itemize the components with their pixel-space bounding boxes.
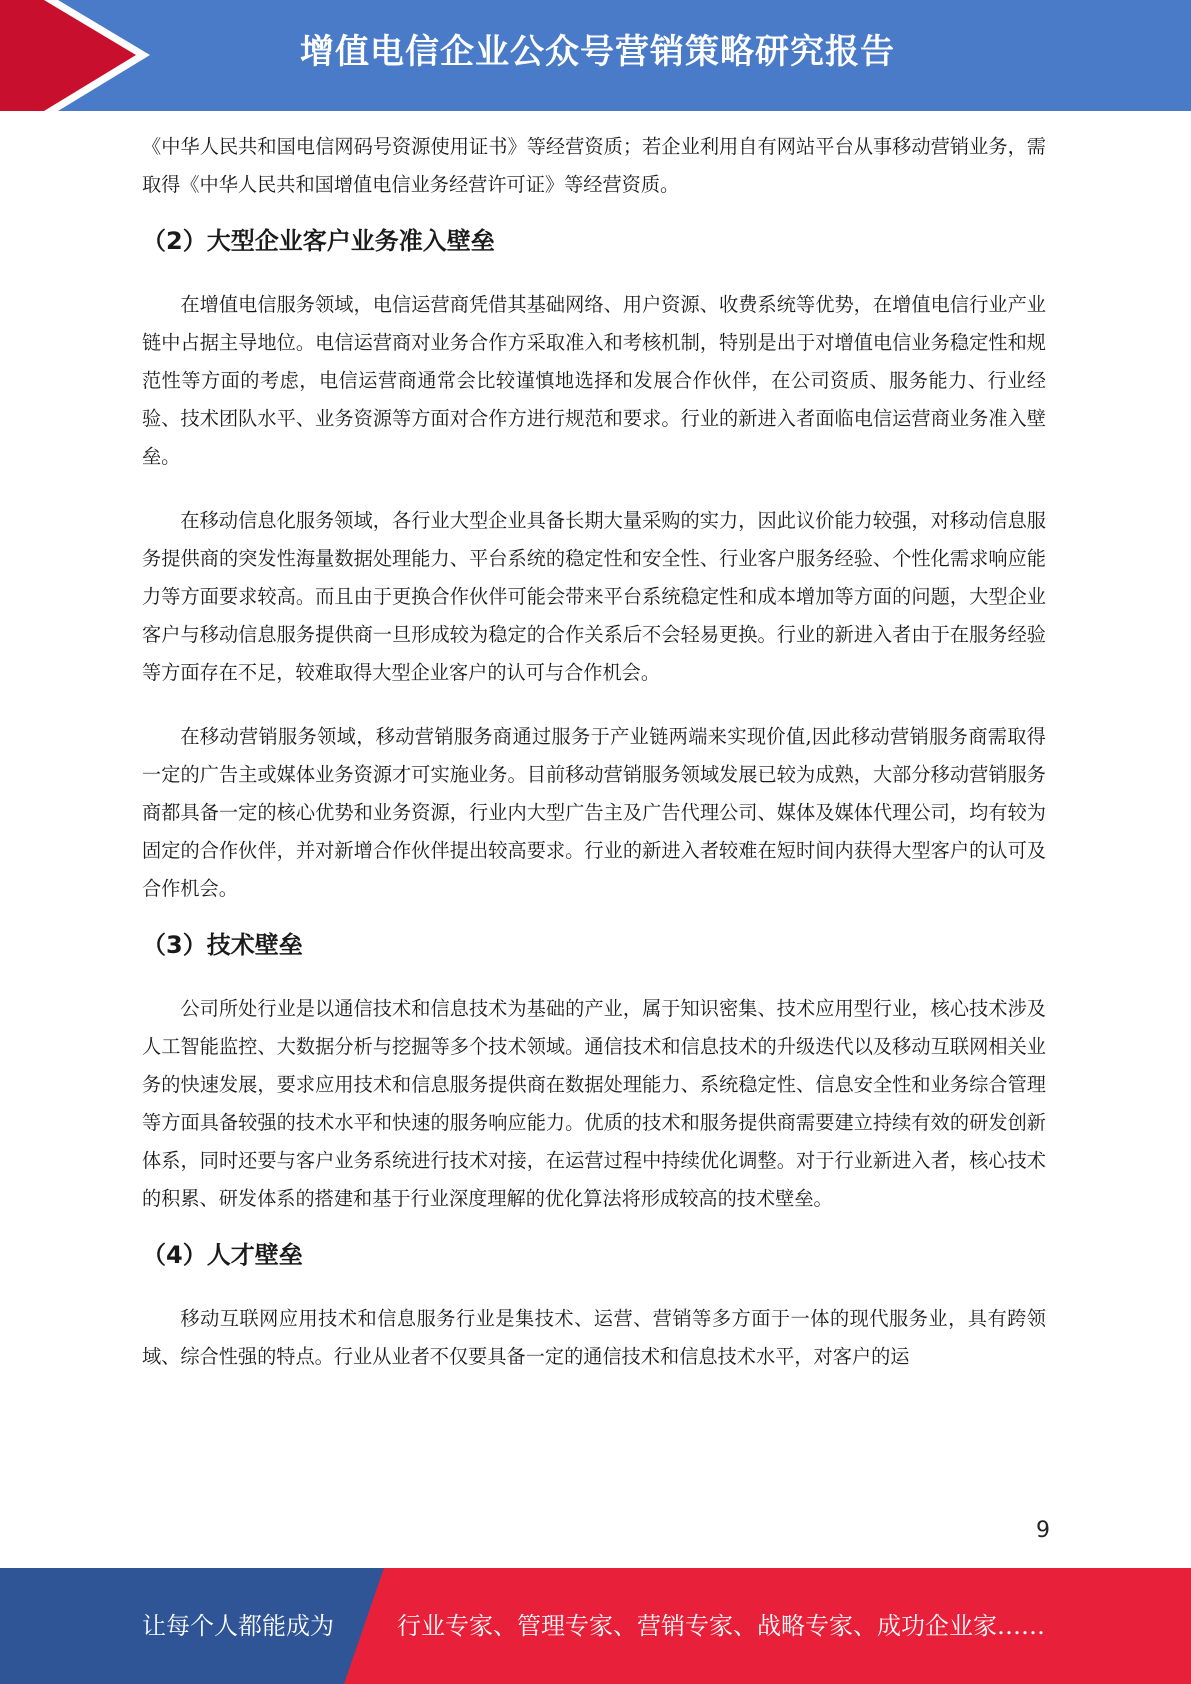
paragraph: 移动互联网应用技术和信息服务行业是集技术、运营、营销等多方面于一体的现代服务业，具有跨领域、综合性强的特点。行业从业者不仅要具备一定的通信技术和信息技术水平，对客户的运 — [142, 1307, 1046, 1368]
paragraph: 公司所处行业是以通信技术和信息技术为基础的产业，属于知识密集、技术应用型行业，核心技术涉及人工智能监控、大数据分析与挖掘等多个技术领域。通信技术和信息技术的升级迭代以及移动互联网相关业务的快速发展，要求应用技术和信息服务提供商在数据处理能力、系统稳定性、信息安全性和业务综合管理等方面具备较强的技术水平和快速的服务响应能力。优质的技术和服务提供商需要建立持续有效的研发创新体系，同时还要与客户业务系统进行技术对接，在运营过程中持续优化调整。对于行业新进入者，核心技术的积累、研发体系的搭建和基于行业深度理解的优化算法将形成较高的技术壁垒。 — [142, 997, 1046, 1210]
section-heading: （3）技术壁垒 — [142, 931, 303, 959]
section-heading: （4）人才壁垒 — [142, 1241, 303, 1269]
section-heading: （2）大型企业客户业务准入壁垒 — [142, 227, 495, 255]
paragraph: 在增值电信服务领域，电信运营商凭借其基础网络、用户资源、收费系统等优势，在增值电信行业产业链中占据主导地位。电信运营商对业务合作方采取准入和考核机制，特别是出于对增值电信业务稳定性和规范性等方面的考虑，电信运营商通常会比较谨慎地选择和发展合作伙伴，在公司资质、服务能力、行业经验、技术团队水平、业务资源等方面对合作方进行规范和要求。行业的新进入者面临电信运营商业务准入壁垒。 — [142, 293, 1046, 468]
footer-slogan-left: 让每个人都能成为 — [142, 1612, 334, 1640]
page-header — [0, 0, 1191, 111]
paragraph: 《中华人民共和国电信网码号资源使用证书》等经营资质；若企业利用自有网站平台从事移动营销业务，需取得《中华人民共和国增值电信业务经营许可证》等经营资质。 — [142, 135, 1046, 196]
page-footer — [0, 1568, 1191, 1684]
page-number: 9 — [1036, 1518, 1050, 1543]
document-body — [142, 128, 1046, 1376]
paragraph: 在移动营销服务领域，移动营销服务商通过服务于产业链两端来实现价值,因此移动营销服务商需取得一定的广告主或媒体业务资源才可实施业务。目前移动营销服务领域发展已较为成熟，大部分移动营销服务商都具备一定的核心优势和业务资源，行业内大型广告主及广告代理公司、媒体及媒体代理公司，均有较为固定的合作伙伴，并对新增合作伙伴提出较高要求。行业的新进入者较难在短时间内获得大型客户的认可及合作机会。 — [142, 725, 1046, 900]
page-title: 增值电信企业公众号营销策略研究报告 — [300, 32, 895, 72]
paragraph: 在移动信息化服务领域，各行业大型企业具备长期大量采购的实力，因此议价能力较强，对移动信息服务提供商的突发性海量数据处理能力、平台系统的稳定性和安全性、行业客户服务经验、个性化需求响应能力等方面要求较高。而且由于更换合作伙伴可能会带来平台系统稳定性和成本增加等方面的问题，大型企业客户与移动信息服务提供商一旦形成较为稳定的合作关系后不会轻易更换。行业的新进入者由于在服务经验等方面存在不足，较难取得大型企业客户的认可与合作机会。 — [142, 509, 1046, 684]
footer-slogan-right: 行业专家、管理专家、营销专家、战略专家、成功企业家…… — [397, 1612, 1045, 1640]
